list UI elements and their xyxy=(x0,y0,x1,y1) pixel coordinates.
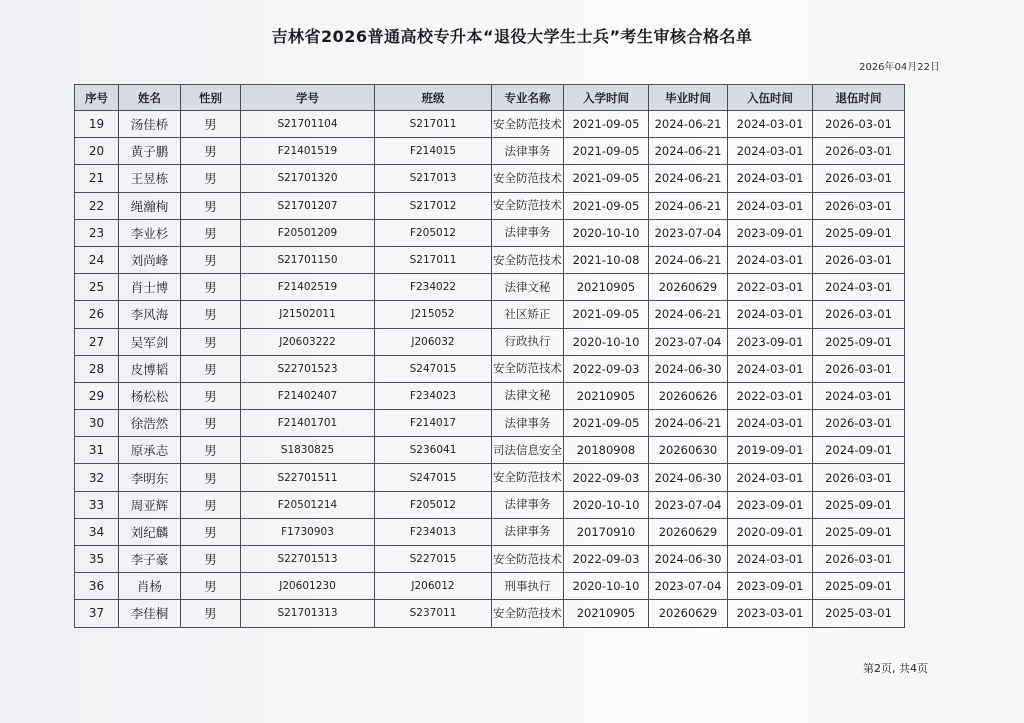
class-code: S247015 xyxy=(375,464,492,491)
enrollment-date: 2022-09-03 xyxy=(564,464,649,491)
table-row xyxy=(75,382,905,409)
student-id: F1730903 xyxy=(241,518,375,545)
student-name: 绳瀚栒 xyxy=(119,192,181,219)
enrollment-date: 2020-10-10 xyxy=(564,491,649,518)
gender: 男 xyxy=(181,355,241,382)
row-number: 25 xyxy=(75,274,119,301)
enlistment-date: 2023-09-01 xyxy=(728,328,813,355)
graduation-date: 20260629 xyxy=(649,274,728,301)
discharge-date: 2026-03-01 xyxy=(813,410,905,437)
student-id: J20603222 xyxy=(241,328,375,355)
student-name: 吴军剑 xyxy=(119,328,181,355)
enlistment-date: 2024-03-01 xyxy=(728,355,813,382)
table-row xyxy=(75,410,905,437)
row-number: 35 xyxy=(75,546,119,573)
gender: 男 xyxy=(181,328,241,355)
enrollment-date: 2021-09-05 xyxy=(564,138,649,165)
column-header: 序号 xyxy=(75,85,119,111)
enlistment-date: 2019-09-01 xyxy=(728,437,813,464)
major-name: 社区矫正 xyxy=(492,301,564,328)
discharge-date: 2025-09-01 xyxy=(813,328,905,355)
row-number: 22 xyxy=(75,192,119,219)
row-number: 26 xyxy=(75,301,119,328)
gender: 男 xyxy=(181,546,241,573)
row-number: 30 xyxy=(75,410,119,437)
graduation-date: 2023-07-04 xyxy=(649,219,728,246)
graduation-date: 2024-06-21 xyxy=(649,192,728,219)
student-name: 王昱栋 xyxy=(119,165,181,192)
row-number: 36 xyxy=(75,573,119,600)
row-number: 34 xyxy=(75,518,119,545)
student-id: S21701207 xyxy=(241,192,375,219)
student-name: 原承志 xyxy=(119,437,181,464)
enlistment-date: 2024-03-01 xyxy=(728,464,813,491)
student-name: 肖杨 xyxy=(119,573,181,600)
student-name: 周亚辉 xyxy=(119,491,181,518)
gender: 男 xyxy=(181,410,241,437)
discharge-date: 2026-03-01 xyxy=(813,111,905,138)
table-row xyxy=(75,491,905,518)
enlistment-date: 2024-03-01 xyxy=(728,301,813,328)
column-header: 毕业时间 xyxy=(649,85,728,111)
gender: 男 xyxy=(181,491,241,518)
student-id: F20501209 xyxy=(241,219,375,246)
class-code: S217012 xyxy=(375,192,492,219)
class-code: F205012 xyxy=(375,219,492,246)
student-name: 黄子鹏 xyxy=(119,138,181,165)
table-row xyxy=(75,138,905,165)
class-code: S227015 xyxy=(375,546,492,573)
gender: 男 xyxy=(181,192,241,219)
discharge-date: 2024-03-01 xyxy=(813,382,905,409)
discharge-date: 2026-03-01 xyxy=(813,138,905,165)
enrollment-date: 20210905 xyxy=(564,600,649,627)
graduation-date: 2024-06-21 xyxy=(649,165,728,192)
major-name: 法律事务 xyxy=(492,518,564,545)
gender: 男 xyxy=(181,219,241,246)
graduation-date: 2024-06-21 xyxy=(649,246,728,273)
discharge-date: 2025-09-01 xyxy=(813,491,905,518)
column-header: 入伍时间 xyxy=(728,85,813,111)
graduation-date: 2024-06-30 xyxy=(649,546,728,573)
graduation-date: 20260626 xyxy=(649,382,728,409)
student-id: S22701523 xyxy=(241,355,375,382)
student-id: S21701104 xyxy=(241,111,375,138)
major-name: 法律文秘 xyxy=(492,382,564,409)
graduation-date: 20260629 xyxy=(649,600,728,627)
student-id: S21701313 xyxy=(241,600,375,627)
enlistment-date: 2023-09-01 xyxy=(728,573,813,600)
enlistment-date: 2024-03-01 xyxy=(728,138,813,165)
enlistment-date: 2024-03-01 xyxy=(728,111,813,138)
major-name: 安全防范技术 xyxy=(492,246,564,273)
student-id: S22701513 xyxy=(241,546,375,573)
table-row xyxy=(75,301,905,328)
enrollment-date: 2021-09-05 xyxy=(564,111,649,138)
enlistment-date: 2020-09-01 xyxy=(728,518,813,545)
row-number: 19 xyxy=(75,111,119,138)
class-code: F214015 xyxy=(375,138,492,165)
discharge-date: 2025-03-01 xyxy=(813,600,905,627)
document-date: 2026年04月22日 xyxy=(859,62,940,73)
row-number: 33 xyxy=(75,491,119,518)
table-row xyxy=(75,328,905,355)
enlistment-date: 2024-03-01 xyxy=(728,546,813,573)
student-id: S21701320 xyxy=(241,165,375,192)
discharge-date: 2025-09-01 xyxy=(813,219,905,246)
major-name: 刑事执行 xyxy=(492,573,564,600)
class-code: F205012 xyxy=(375,491,492,518)
major-name: 行政执行 xyxy=(492,328,564,355)
student-name: 刘尚峰 xyxy=(119,246,181,273)
class-code: S217013 xyxy=(375,165,492,192)
class-code: J206012 xyxy=(375,573,492,600)
class-code: J206032 xyxy=(375,328,492,355)
table-row xyxy=(75,437,905,464)
discharge-date: 2025-09-01 xyxy=(813,573,905,600)
major-name: 安全防范技术 xyxy=(492,111,564,138)
enlistment-date: 2024-03-01 xyxy=(728,410,813,437)
enrollment-date: 20180908 xyxy=(564,437,649,464)
major-name: 安全防范技术 xyxy=(492,546,564,573)
enrollment-date: 2021-10-08 xyxy=(564,246,649,273)
student-name: 汤佳桥 xyxy=(119,111,181,138)
student-id: J20601230 xyxy=(241,573,375,600)
table-row xyxy=(75,111,905,138)
row-number: 37 xyxy=(75,600,119,627)
enrollment-date: 2022-09-03 xyxy=(564,355,649,382)
gender: 男 xyxy=(181,111,241,138)
page-number: 第2页, 共4页 xyxy=(863,662,928,675)
major-name: 安全防范技术 xyxy=(492,165,564,192)
class-code: S236041 xyxy=(375,437,492,464)
table-row xyxy=(75,165,905,192)
table-row xyxy=(75,246,905,273)
class-code: F214017 xyxy=(375,410,492,437)
column-header: 入学时间 xyxy=(564,85,649,111)
column-header: 班级 xyxy=(375,85,492,111)
major-name: 安全防范技术 xyxy=(492,192,564,219)
student-name: 杨松松 xyxy=(119,382,181,409)
class-code: S237011 xyxy=(375,600,492,627)
graduation-date: 2024-06-21 xyxy=(649,410,728,437)
discharge-date: 2026-03-01 xyxy=(813,355,905,382)
enrollment-date: 20210905 xyxy=(564,274,649,301)
gender: 男 xyxy=(181,573,241,600)
discharge-date: 2024-09-01 xyxy=(813,437,905,464)
row-number: 23 xyxy=(75,219,119,246)
table-row xyxy=(75,518,905,545)
enlistment-date: 2023-09-01 xyxy=(728,491,813,518)
gender: 男 xyxy=(181,138,241,165)
student-id: F21402519 xyxy=(241,274,375,301)
table-header-row xyxy=(75,85,905,111)
gender: 男 xyxy=(181,301,241,328)
graduation-date: 2024-06-30 xyxy=(649,464,728,491)
class-code: F234023 xyxy=(375,382,492,409)
graduation-date: 2023-07-04 xyxy=(649,573,728,600)
enlistment-date: 2023-09-01 xyxy=(728,219,813,246)
enrollment-date: 2021-09-05 xyxy=(564,410,649,437)
enlistment-date: 2024-03-01 xyxy=(728,246,813,273)
enrollment-date: 20210905 xyxy=(564,382,649,409)
enrollment-date: 2020-10-10 xyxy=(564,573,649,600)
graduation-date: 2024-06-30 xyxy=(649,355,728,382)
table-row xyxy=(75,192,905,219)
row-number: 31 xyxy=(75,437,119,464)
class-code: S217011 xyxy=(375,111,492,138)
major-name: 安全防范技术 xyxy=(492,464,564,491)
class-code: F234013 xyxy=(375,518,492,545)
enlistment-date: 2024-03-01 xyxy=(728,165,813,192)
gender: 男 xyxy=(181,600,241,627)
row-number: 28 xyxy=(75,355,119,382)
table-row xyxy=(75,464,905,491)
discharge-date: 2026-03-01 xyxy=(813,192,905,219)
gender: 男 xyxy=(181,382,241,409)
discharge-date: 2026-03-01 xyxy=(813,246,905,273)
row-number: 29 xyxy=(75,382,119,409)
graduation-date: 2023-07-04 xyxy=(649,328,728,355)
table-row xyxy=(75,573,905,600)
enrollment-date: 2020-10-10 xyxy=(564,328,649,355)
table-row xyxy=(75,600,905,627)
gender: 男 xyxy=(181,246,241,273)
gender: 男 xyxy=(181,464,241,491)
student-id: F20501214 xyxy=(241,491,375,518)
discharge-date: 2026-03-01 xyxy=(813,301,905,328)
student-name: 徐浩然 xyxy=(119,410,181,437)
table-row xyxy=(75,546,905,573)
enrollment-date: 20170910 xyxy=(564,518,649,545)
row-number: 27 xyxy=(75,328,119,355)
column-header: 学号 xyxy=(241,85,375,111)
class-code: S217011 xyxy=(375,246,492,273)
student-id: F21402407 xyxy=(241,382,375,409)
row-number: 21 xyxy=(75,165,119,192)
discharge-date: 2026-03-01 xyxy=(813,464,905,491)
student-id: S22701511 xyxy=(241,464,375,491)
gender: 男 xyxy=(181,518,241,545)
enrollment-date: 2021-09-05 xyxy=(564,165,649,192)
page-title: 吉林省2026普通高校专升本“退役大学生士兵”考生审核合格名单 xyxy=(271,27,753,46)
student-name: 李业杉 xyxy=(119,219,181,246)
class-code: J215052 xyxy=(375,301,492,328)
student-name: 皮博韬 xyxy=(119,355,181,382)
table-row xyxy=(75,274,905,301)
discharge-date: 2024-03-01 xyxy=(813,274,905,301)
gender: 男 xyxy=(181,165,241,192)
enlistment-date: 2024-03-01 xyxy=(728,192,813,219)
graduation-date: 20260630 xyxy=(649,437,728,464)
gender: 男 xyxy=(181,274,241,301)
class-code: F234022 xyxy=(375,274,492,301)
major-name: 法律事务 xyxy=(492,138,564,165)
enlistment-date: 2022-03-01 xyxy=(728,274,813,301)
enrollment-date: 2021-09-05 xyxy=(564,301,649,328)
graduation-date: 2024-06-21 xyxy=(649,301,728,328)
row-number: 24 xyxy=(75,246,119,273)
student-name: 李子豪 xyxy=(119,546,181,573)
graduation-date: 2023-07-04 xyxy=(649,491,728,518)
qualified-list-table xyxy=(74,84,905,628)
major-name: 法律事务 xyxy=(492,491,564,518)
major-name: 法律事务 xyxy=(492,219,564,246)
enrollment-date: 2020-10-10 xyxy=(564,219,649,246)
student-id: F21401519 xyxy=(241,138,375,165)
column-header: 退伍时间 xyxy=(813,85,905,111)
enrollment-date: 2022-09-03 xyxy=(564,546,649,573)
major-name: 安全防范技术 xyxy=(492,600,564,627)
enrollment-date: 2021-09-05 xyxy=(564,192,649,219)
student-name: 李风海 xyxy=(119,301,181,328)
table-body xyxy=(75,111,905,628)
gender: 男 xyxy=(181,437,241,464)
major-name: 法律事务 xyxy=(492,410,564,437)
discharge-date: 2026-03-01 xyxy=(813,546,905,573)
column-header: 专业名称 xyxy=(492,85,564,111)
graduation-date: 2024-06-21 xyxy=(649,111,728,138)
student-name: 肖士博 xyxy=(119,274,181,301)
major-name: 法律文秘 xyxy=(492,274,564,301)
student-name: 李明东 xyxy=(119,464,181,491)
row-number: 20 xyxy=(75,138,119,165)
student-id: S1830825 xyxy=(241,437,375,464)
student-id: S21701150 xyxy=(241,246,375,273)
student-name: 刘纪麟 xyxy=(119,518,181,545)
column-header: 性别 xyxy=(181,85,241,111)
table-row xyxy=(75,219,905,246)
enlistment-date: 2022-03-01 xyxy=(728,382,813,409)
enlistment-date: 2023-03-01 xyxy=(728,600,813,627)
column-header: 姓名 xyxy=(119,85,181,111)
graduation-date: 2024-06-21 xyxy=(649,138,728,165)
table-row xyxy=(75,355,905,382)
major-name: 司法信息安全 xyxy=(492,437,564,464)
discharge-date: 2025-09-01 xyxy=(813,518,905,545)
class-code: S247015 xyxy=(375,355,492,382)
student-id: F21401701 xyxy=(241,410,375,437)
student-name: 李佳桐 xyxy=(119,600,181,627)
major-name: 安全防范技术 xyxy=(492,355,564,382)
row-number: 32 xyxy=(75,464,119,491)
discharge-date: 2026-03-01 xyxy=(813,165,905,192)
student-id: J21502011 xyxy=(241,301,375,328)
graduation-date: 20260629 xyxy=(649,518,728,545)
